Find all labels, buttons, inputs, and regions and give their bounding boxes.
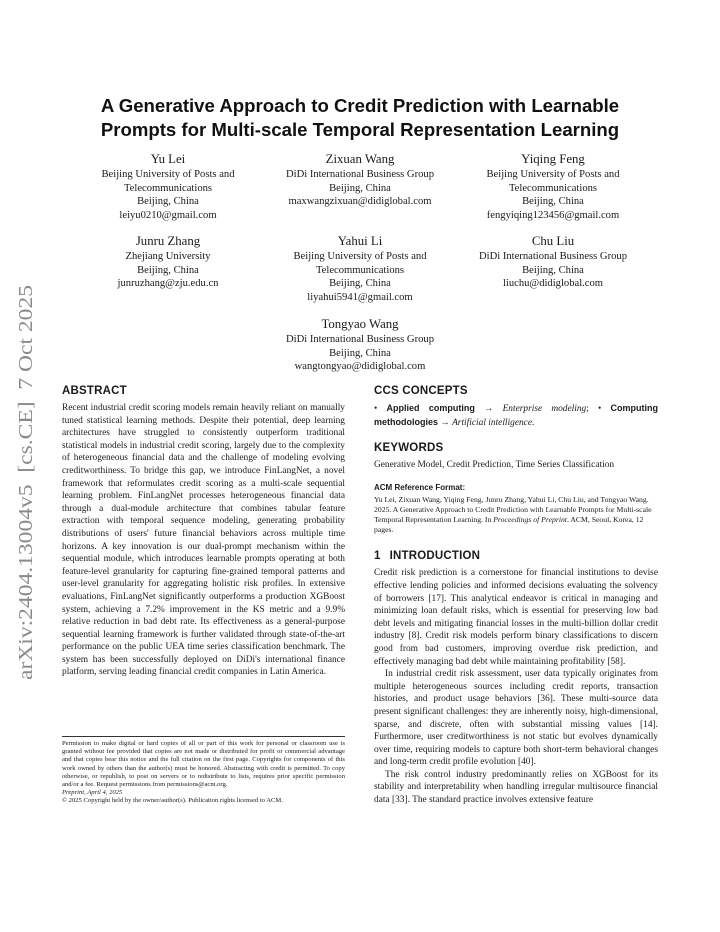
author-name: Tongyao Wang bbox=[321, 317, 399, 331]
author-block bbox=[260, 152, 460, 209]
section-title: INTRODUCTION bbox=[389, 550, 481, 563]
acm-reference-body: Yu Lei, Zixuan Wang, Yiqing Feng, Junru Zhang, Yahui Li, Chu Liu, and Tongyao Wang. 2025. A Generative Approach to Credit Prediction with Learnable Prompts for Multi-scale Temporal Representation Learning. In bbox=[374, 495, 652, 525]
keywords-text: Generative Model, Credit Prediction, Time Series Classification bbox=[374, 460, 615, 471]
author-location: Beijing, China bbox=[329, 182, 391, 194]
arxiv-stamp-text: arXiv:2404.13004v5 [cs.CE] 7 Oct 2025 bbox=[15, 336, 37, 680]
author-name: Yiqing Feng bbox=[521, 152, 585, 166]
author-location: Beijing, China bbox=[522, 196, 584, 208]
paper-title bbox=[60, 94, 660, 142]
author-affiliation: Telecommunications bbox=[315, 264, 405, 276]
author-email: junruzhang@zju.edu.cn bbox=[117, 278, 219, 290]
author-block bbox=[453, 152, 653, 222]
author-affiliation: Beijing University of Posts and bbox=[486, 169, 620, 180]
ccs-computing-methodologies: Computing methodologies bbox=[374, 403, 659, 427]
abstract-text: Recent industrial credit scoring models remain heavily reliant on manually tuned statistical learning methods. Despite their potential, deep learning architectures have struggled to consistently outperform traditional statistical models in industrial credit scoring, largely due to the complexity of heterogeneous financial data and the challenge of modeling evolving creditworthiness. To bridge this gap, we introduce FinLangNet, a novel framework that reformulates credit scoring as a multi-scale sequential learning problem. FinLangNet processes heterogeneous financial data through a dual-module architecture that combines tabular feature extraction with temporal sequence modeling, generating probability distributions of users' future financial behaviors across multiple time horizons. A key innovation is our dual-prompt mechanism within the sequential module, which introduces learnable prompts operating at both feature-level granularity for capturing fine-grained temporal patterns and user-level granularity for aggregating holistic risk profiles. In extensive evaluations, FinLangNet significantly outperforms a production XGBoost system, achieving a 7.2% improvement in the KS metric and a 9.9% relative reduction in bad debt rate. Its effectiveness as a general-purpose sequential learning framework is further validated through state-of-the-art performance on the public UEA time series classification benchmark. The system has been successfully deployed on DiDi's international finance platform, serving leading financial credit companies in Latin America. bbox=[62, 403, 345, 678]
section-number: 1 bbox=[374, 550, 381, 563]
intro-paragraph-1: Credit risk prediction is a cornerstone for financial institutions to devise effective lending policies and informed decisions evaluating the solvency of borrowers [17]. This analytical endeavor is critical in managing and minimizing loan default risks, which is essential for preserving low bad debt levels and mitigating financial losses in the multi-billion dollar credit industry [8]. Credit risk models perform binary classifications to discern good from bad customers, improving overdue risk prediction, and effectively managing bad debt while maintaining profitability [58]. bbox=[374, 568, 658, 667]
ccs-end: . bbox=[532, 417, 535, 428]
arxiv-stamp bbox=[4, 280, 46, 680]
author-location: Beijing, China bbox=[522, 264, 584, 276]
abstract-heading: ABSTRACT bbox=[62, 385, 127, 397]
ccs-concepts bbox=[374, 402, 658, 429]
author-location: Beijing, China bbox=[329, 347, 391, 359]
ccs-arrow: → bbox=[440, 417, 450, 428]
author-affiliation: DiDi International Business Group bbox=[286, 334, 434, 345]
author-email: leiyu0210@gmail.com bbox=[119, 209, 217, 221]
left-column bbox=[62, 384, 345, 679]
ccs-applied-computing: Applied computing bbox=[386, 403, 475, 413]
author-location: Beijing, China bbox=[137, 264, 199, 276]
author-affiliation: DiDi International Business Group bbox=[286, 169, 434, 180]
acm-reference-text bbox=[374, 495, 658, 535]
ccs-enterprise-modeling: Enterprise modeling bbox=[502, 404, 587, 414]
author-affiliation: Telecommunications bbox=[508, 182, 598, 194]
author-affiliation: Beijing University of Posts and bbox=[101, 169, 235, 180]
author-name: Yu Lei bbox=[150, 152, 186, 166]
copyright-line: © 2025 Copyright held by the owner/author(s). Publication rights licensed to ACM. bbox=[62, 797, 283, 805]
author-name: Zixuan Wang bbox=[325, 152, 395, 166]
author-block bbox=[260, 234, 460, 304]
author-email: fengyiqing123456@gmail.com bbox=[486, 209, 620, 221]
author-block bbox=[68, 152, 268, 222]
author-location: Beijing, China bbox=[137, 196, 199, 208]
author-name: Yahui Li bbox=[337, 234, 383, 248]
ccs-arrow: → bbox=[484, 404, 494, 414]
preprint-date: Preprint, April 4, 2025 bbox=[62, 789, 123, 797]
author-affiliation: Telecommunications bbox=[123, 182, 213, 194]
author-email: liyahui5941@gmail.com bbox=[307, 291, 413, 303]
author-name: Junru Zhang bbox=[135, 234, 201, 248]
author-affiliation: Beijing University of Posts and bbox=[293, 251, 427, 262]
ccs-heading: CCS CONCEPTS bbox=[374, 385, 468, 397]
author-affiliation: Zhejiang University bbox=[125, 251, 211, 262]
title-line-2: Prompts for Multi-scale Temporal Representation Learning bbox=[100, 119, 620, 140]
permission-notice bbox=[62, 736, 345, 806]
author-location: Beijing, China bbox=[329, 278, 391, 290]
author-email: wangtongyao@didiglobal.com bbox=[294, 361, 426, 373]
title-line-1: A Generative Approach to Credit Prediction with Learnable bbox=[100, 95, 620, 116]
author-block bbox=[453, 234, 653, 291]
author-email: liuchu@didiglobal.com bbox=[502, 278, 604, 290]
keywords-heading: KEYWORDS bbox=[374, 442, 444, 455]
acm-reference-heading: ACM Reference Format: bbox=[374, 482, 466, 492]
author-block bbox=[68, 234, 268, 291]
author-block bbox=[260, 317, 460, 374]
ccs-separator: ; bbox=[586, 404, 589, 414]
ccs-bullet: • bbox=[598, 404, 602, 414]
author-email: maxwangzixuan@didiglobal.com bbox=[288, 196, 432, 208]
acm-reference-tail: . ACM, Seoul, Korea, 12 pages. bbox=[374, 515, 644, 535]
ccs-artificial-intelligence: Artificial intelligence bbox=[452, 417, 533, 428]
author-name: Chu Liu bbox=[531, 234, 575, 248]
permission-text: Permission to make digital or hard copies of all or part of this work for personal or classroom use is granted without fee provided that copies are not made or distributed for profit or commercial advantage and that copies bear this notice and the full citation on the first page. Copyrights for components of this work owned by others than the author(s) must be honored. Abstracting with credit is permitted. To copy otherwise, or republish, to post on servers or to redistribute to lists, requires prior specific permission and/or a fee. Request permissions from permissions@acm.org. bbox=[62, 740, 345, 789]
acm-reference-venue: Proceedings of Preprint bbox=[493, 515, 567, 525]
intro-paragraph-2: In industrial credit risk assessment, user data typically originates from multiple heterogeneous sources including credit reports, transaction histories, and product usage behaviors [36]. These multi-source data present significant challenges: they are inherently noisy, high-dimensional, sparse, and discrete, often with substantial missing values [14]. Furthermore, user creditworthiness is not static but evolves dynamically over time, requiring models to capture both short-term behavioral changes and long-term credit profile evolution [40]. bbox=[374, 669, 658, 768]
intro-paragraph-3: The risk control industry predominantly relies on XGBoost for its stability and interpretability when handling irregular multisource financial data [33]. The standard practice involves extensive feature bbox=[374, 769, 658, 806]
ccs-bullet: • bbox=[374, 404, 378, 414]
right-column bbox=[374, 384, 658, 807]
introduction-heading bbox=[374, 549, 658, 563]
author-affiliation: DiDi International Business Group bbox=[479, 251, 627, 262]
